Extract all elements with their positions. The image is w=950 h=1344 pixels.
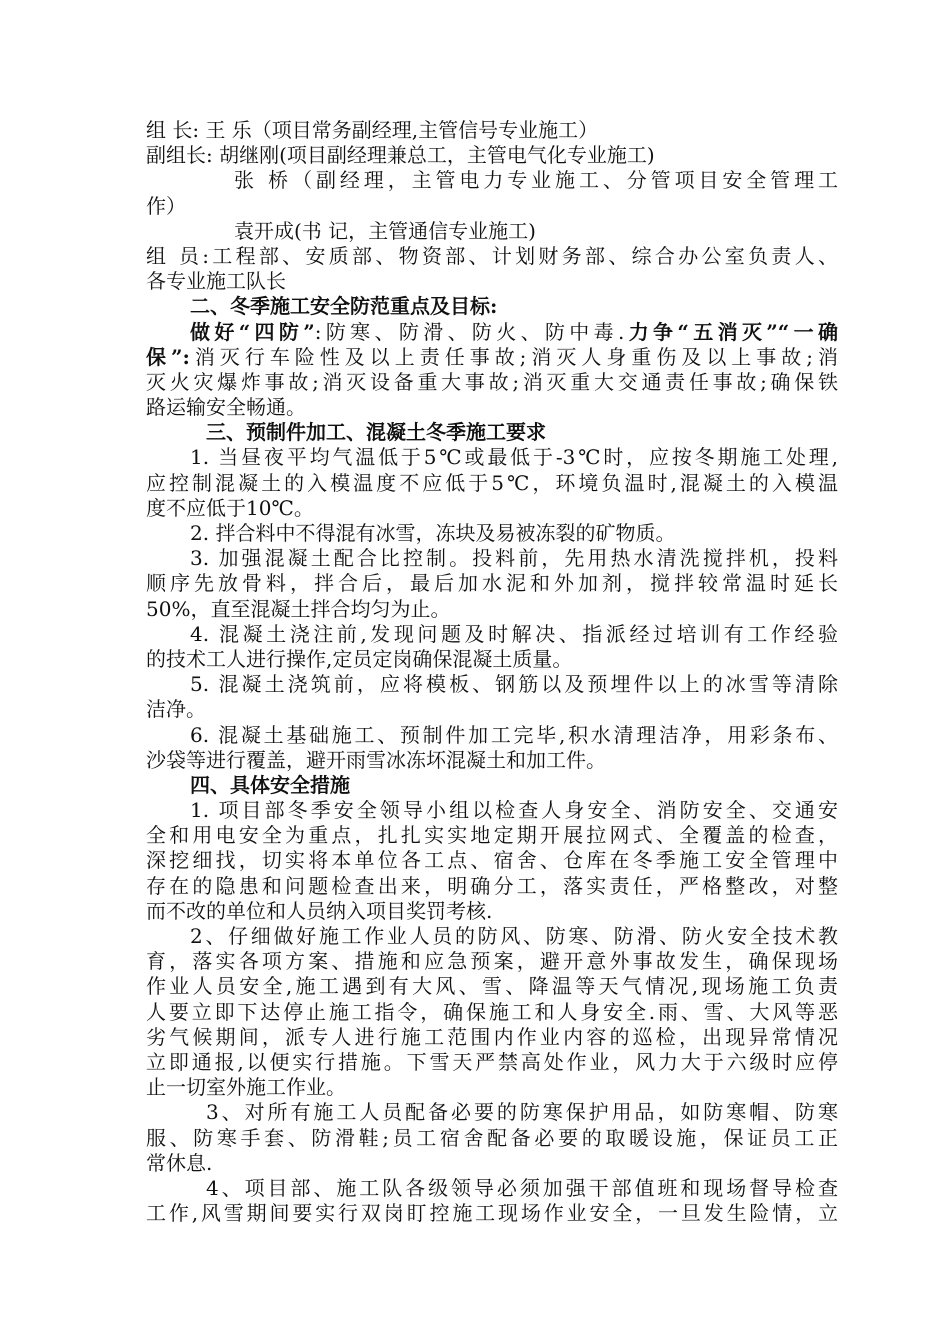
document-line: 而不改的单位和人员纳入项目奖罚考核. — [146, 898, 493, 923]
document-line: 人要立即下达停止施工指令，确保施工和人身安全.雨、雪、大风等恶 — [146, 999, 838, 1024]
text-run: :防寒、防滑、防火、防中毒. — [314, 319, 625, 344]
document-line: 1. 项目部冬季安全领导小组以检查人身安全、消防安全、交通安 — [190, 798, 838, 823]
document-line: 顺序先放骨料，拌合后，最后加水泥和外加剂，搅拌较常温时延长 — [146, 571, 838, 596]
document-line: 组 员:工程部、安质部、物资部、计划财务部、综合办公室负责人、 — [146, 243, 838, 268]
document-line: 3. 加强混凝土配合比控制。投料前，先用热水清洗搅拌机，投料 — [190, 546, 838, 571]
document-line: 6. 混凝土基础施工、预制件加工完毕,积水清理洁净，用彩条布、 — [190, 722, 838, 747]
document-line: 3、对所有施工人员配备必要的防寒保护用品，如防寒帽、防寒 — [206, 1100, 838, 1125]
document-line: 5. 混凝土浇筑前，应将模板、钢筋以及预埋件以上的冰雪等清除 — [190, 672, 838, 697]
document-line: 4. 混凝土浇注前,发现问题及时解决、指派经过培训有工作经验 — [190, 621, 838, 646]
document-line: 立即通报,以便实行措施。下雪天严禁高处作业，风力大于六级时应停 — [146, 1049, 838, 1074]
document-line: 工作,风雪期间要实行双岗盯控施工现场作业安全，一旦发生险情，立 — [146, 1201, 838, 1226]
document-line: 各专业施工队长 — [146, 269, 286, 294]
document-line: 组 长: 王 乐（项目常务副经理,主管信号专业施工） — [146, 118, 599, 142]
document-line: 作业人员安全,施工遇到有大风、雪、降温等天气情况,现场施工负责 — [146, 974, 838, 999]
document-line: 止一切室外施工作业。 — [146, 1075, 346, 1100]
document-line: 2. 拌合料中不得混有冰雪，冻块及易被冻裂的矿物质。 — [190, 521, 676, 545]
document-line: 应控制混凝土的入模温度不应低于5℃，环境负温时,混凝土的入模温 — [146, 470, 838, 495]
document-line: 沙袋等进行覆盖，避开雨雪冰冻坏混凝土和加工件。 — [146, 747, 606, 772]
document-line: 灭火灾爆炸事故;消灭设备重大事故;消灭重大交通责任事故;确保铁 — [146, 369, 838, 394]
document-line: 二、冬季施工安全防范重点及目标: — [190, 294, 498, 319]
document-line: 2、仔细做好施工作业人员的防风、防寒、防滑、防火安全技术教 — [190, 924, 838, 948]
document-line: 服、防寒手套、防滑鞋;员工宿舍配备必要的取暖设施，保证员工正 — [146, 1125, 838, 1150]
document-line: 全和用电安全为重点，扎扎实实地定期开展拉网式、全覆盖的检查， — [146, 823, 838, 848]
document-line: 劣气候期间，派专人进行施工范围内作业内容的巡检，出现异常情况 — [146, 1024, 838, 1049]
document-line: 的技术工人进行操作,定员定岗确保混凝土质量。 — [146, 646, 573, 671]
document-line: 度不应低于10℃。 — [146, 495, 314, 520]
document-page — [146, 118, 838, 1226]
text-run: 做好“四防” — [190, 319, 315, 344]
document-line: 洁净。 — [146, 697, 206, 722]
document-line: 三、预制件加工、混凝土冬季施工要求 — [206, 420, 546, 445]
document-line: 副组长: 胡继刚(项目副经理兼总工，主管电气化专业施工) — [146, 143, 655, 168]
document-line — [146, 320, 838, 345]
document-line: 1. 当昼夜平均气温低于5℃或最低于-3℃时，应按冬期施工处理, — [190, 445, 838, 470]
document-line: 存在的隐患和问题检查出来，明确分工，落实责任，严格整改，对整 — [146, 873, 838, 898]
text-run: 消灭行车险性及以上责任事故;消灭人身重伤及以上事故;消 — [189, 344, 838, 369]
text-run: 力争“五消灭”“一确 — [624, 319, 838, 344]
document-line: 育，落实各项方案、措施和应急预案，避开意外事故发生，确保现场 — [146, 949, 838, 974]
document-line: 路运输安全畅通。 — [146, 395, 306, 420]
document-line: 袁开成(书 记，主管通信专业施工) — [234, 218, 536, 243]
document-line: 作） — [146, 193, 186, 218]
document-line: 4、项目部、施工队各级领导必须加强干部值班和现场督导检查 — [206, 1175, 838, 1200]
document-line: 常休息. — [146, 1150, 213, 1175]
document-line: 四、具体安全措施 — [190, 772, 350, 797]
document-line: 深挖细找，切实将本单位各工点、宿舍、仓库在冬季施工安全管理中 — [146, 848, 838, 873]
document-line: 50%，直至混凝土拌合均匀为止。 — [146, 596, 451, 621]
document-line: 张 桥（副经理，主管电力专业施工、分管项目安全管理工 — [234, 168, 838, 193]
document-line — [146, 345, 838, 370]
text-run: 保”: — [146, 344, 190, 369]
